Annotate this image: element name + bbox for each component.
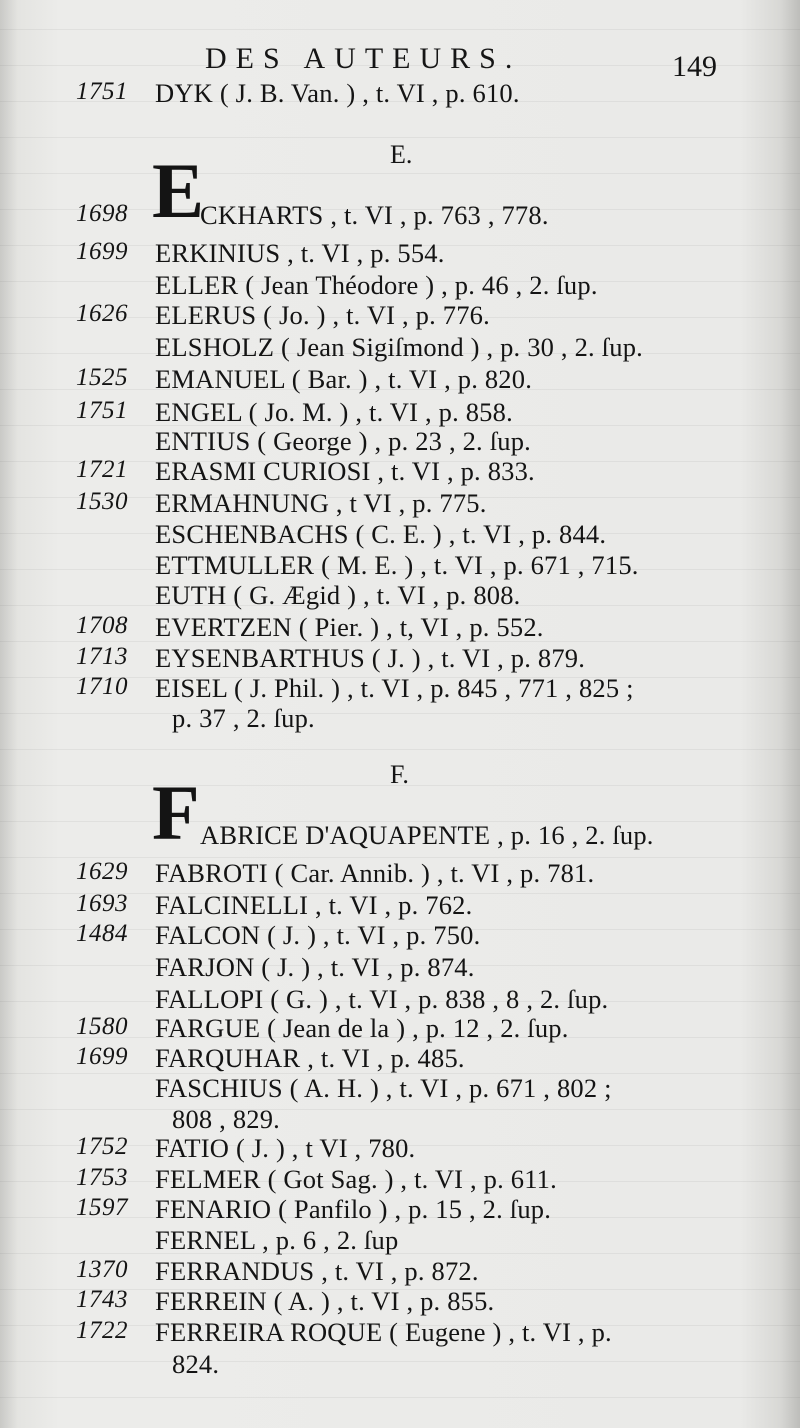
drop-cap: E [152,147,205,234]
entry-text: EUTH ( G. Ægid ) , t. VI , p. 808. [155,580,521,610]
entry-year: 1699 [76,238,128,265]
entry-text: FATIO ( J. ) , t VI , 780. [155,1133,416,1163]
entry-year: 1743 [76,1286,128,1313]
entry-text: FALLOPI ( G. ) , t. VI , p. 838 , 8 , 2. ſup. [155,984,609,1014]
entry-text: FABROTI ( Car. Annib. ) , t. VI , p. 781. [155,858,595,888]
entry-text: ENTIUS ( George ) , p. 23 , 2. ſup. [155,426,531,456]
section-heading: E. [390,140,413,169]
entry-text: FALCON ( J. ) , t. VI , p. 750. [155,920,481,950]
entry-year: 1722 [76,1317,128,1344]
entry-text: ESCHENBACHS ( C. E. ) , t. VI , p. 844. [155,519,607,549]
entry-year: 1626 [76,300,128,327]
entry-year: 1698 [76,200,128,227]
section-heading: F. [390,760,409,789]
entry-year: 1629 [76,858,128,885]
entry-text: ETTMULLER ( M. E. ) , t. VI , p. 671 , 715. [155,550,639,580]
entry-year: 1597 [76,1194,128,1221]
entry-text: FENARIO ( Panfilo ) , p. 15 , 2. ſup. [155,1194,552,1224]
entry-year: 1525 [76,364,128,391]
entry-text: DYK ( J. B. Van. ) , t. VI , p. 610. [155,78,520,108]
page-number: 149 [672,50,717,83]
entry-text: FARGUE ( Jean de la ) , p. 12 , 2. ſup. [155,1013,569,1043]
entry-text: ELERUS ( Jo. ) , t. VI , p. 776. [155,300,490,330]
entry-year: 1708 [76,612,128,639]
entry-text: ELLER ( Jean Théodore ) , p. 46 , 2. ſup. [155,270,598,300]
entry-year: 1370 [76,1256,128,1283]
entry-text: FALCINELLI , t. VI , p. 762. [155,890,473,920]
entry-text: FARQUHAR , t. VI , p. 485. [155,1043,465,1073]
entry-text: EMANUEL ( Bar. ) , t. VI , p. 820. [155,364,533,394]
entry-text: EISEL ( J. Phil. ) , t. VI , p. 845 , 771 , 825 ; [155,673,634,703]
entry-text: FELMER ( Got Sag. ) , t. VI , p. 611. [155,1164,557,1194]
entry-text: FARJON ( J. ) , t. VI , p. 874. [155,952,475,982]
entry-text: ERASMI CURIOSI , t. VI , p. 833. [155,456,535,486]
entry-text: ERKINIUS , t. VI , p. 554. [155,238,445,268]
entry-continuation: p. 37 , 2. ſup. [172,703,315,733]
entry-year: 1484 [76,920,128,947]
entry-year: 1530 [76,488,128,515]
entry-text: FERNEL , p. 6 , 2. ſup [155,1225,399,1255]
entry-text: FERREIN ( A. ) , t. VI , p. 855. [155,1286,495,1316]
entry-year: 1751 [76,78,128,105]
entry-text: ENGEL ( Jo. M. ) , t. VI , p. 858. [155,397,513,427]
entry-year: 1580 [76,1013,128,1040]
entry-text: FERRANDUS , t. VI , p. 872. [155,1256,479,1286]
entry-text: EYSENBARTHUS ( J. ) , t. VI , p. 879. [155,643,586,673]
entry-text: CKHARTS , t. VI , p. 763 , 778. [200,200,549,230]
entry-year: 1699 [76,1043,128,1070]
drop-cap: F [152,769,200,856]
entry-text: ABRICE D'AQUAPENTE , p. 16 , 2. ſup. [200,820,654,850]
entry-text: FERREIRA ROQUE ( Eugene ) , t. VI , p. [155,1317,612,1347]
entry-text: FASCHIUS ( A. H. ) , t. VI , p. 671 , 802 ; [155,1073,612,1103]
entry-year: 1710 [76,673,128,700]
entry-continuation: 808 , 829. [172,1104,280,1134]
entry-year: 1753 [76,1164,128,1191]
entry-year: 1693 [76,890,128,917]
entry-text: EVERTZEN ( Pier. ) , t, VI , p. 552. [155,612,544,642]
entry-text: ERMAHNUNG , t VI , p. 775. [155,488,487,518]
entry-year: 1751 [76,397,128,424]
entry-continuation: 824. [172,1349,220,1379]
page-title: DES AUTEURS. [205,42,522,75]
entry-year: 1713 [76,643,128,670]
entry-year: 1752 [76,1133,128,1160]
entry-year: 1721 [76,456,128,483]
entry-text: ELSHOLZ ( Jean Sigiſmond ) , p. 30 , 2. ſup. [155,332,643,362]
